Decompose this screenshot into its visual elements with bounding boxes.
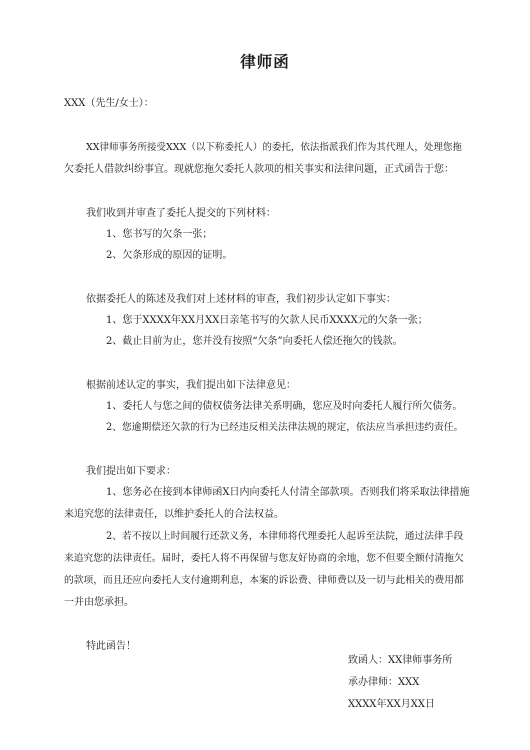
closing: 特此函告！ [86, 641, 136, 652]
facts-heading: 依据委托人的陈述及我们对上述材料的审查，我们初步认定如下事实： [86, 294, 396, 305]
opinions-item-2: 2、您逾期偿还欠款的行为已经违反相关法律法规的规定，依法应当承担违约责任。 [106, 422, 464, 433]
signature-date: XXXX年XX月XX日 [348, 699, 435, 710]
signature-sender: 致函人：XX律师事务所 [348, 655, 453, 666]
opinions-heading: 根据前述认定的事实，我们提出如下法律意见： [86, 380, 296, 391]
signature-lawyer: 承办律师：XXX [348, 677, 420, 688]
materials-item-2: 2、欠条形成的原因的证明。 [106, 250, 233, 261]
requirement-2-line-3: 的款项，而且还应向委托人支付逾期利息，本案的诉讼费、律师费以及一切与此相关的费用都 [64, 575, 464, 586]
opinions-item-1: 1、委托人与您之间的债权债务法律关系明确，您应及时向委托人履行所欠债务。 [106, 401, 463, 412]
materials-item-1: 1、您书写的欠条一张； [106, 229, 213, 240]
requirement-2-line-1: 2、若不按以上时间履行还款义务，本律师将代理委托人起诉至法院，通过法律手段 [106, 531, 464, 542]
requirement-1-line-1: 1、您务必在接到本律师函X日内向委托人付清全部款项。否则我们将采取法律措施 [106, 487, 470, 498]
requirement-1-line-2: 来追究您的法律责任，以维护委托人的合法权益。 [64, 509, 284, 520]
materials-heading: 我们收到并审查了委托人提交的下列材料： [86, 208, 276, 219]
requirement-2-line-2: 来追究您的法律责任。届时，委托人将不再保留与您友好协商的余地，您不但要全额付清拖欠 [64, 553, 464, 564]
document-title: 律师函 [240, 52, 290, 71]
intro-line-2: 欠委托人借款纠纷事宜。现就您拖欠委托人款项的相关事实和法律问题，正式函告于您： [64, 164, 454, 175]
requirements-heading: 我们提出如下要求： [86, 466, 176, 477]
facts-item-2: 2、截止目前为止，您并没有按照“欠条”向委托人偿还拖欠的钱款。 [106, 336, 403, 347]
facts-item-1: 1、您于XXXX年XX月XX日亲笔书写的欠款人民币XXXX元的欠条一张； [106, 315, 428, 326]
salutation: XXX（先生/女士）： [64, 98, 154, 109]
intro-line-1: XX律师事务所接受XXX（以下称委托人）的委托，依法指派我们作为其代理人，处理您拖 [86, 142, 462, 153]
requirement-2-line-4: 一并由您承担。 [64, 597, 134, 608]
